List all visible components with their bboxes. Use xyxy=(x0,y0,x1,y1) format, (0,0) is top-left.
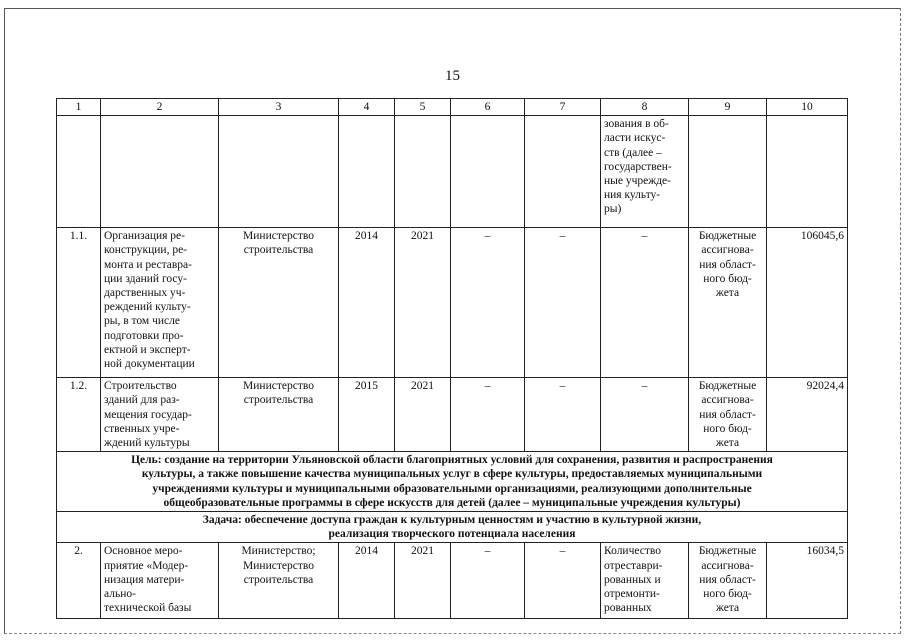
measure-name: Основное меро- приятие «Модер- низация матери- ально- технической базы xyxy=(101,543,219,619)
page-number: 15 xyxy=(445,68,460,84)
measure-name: Организация ре- конструкции, ре- монта и реставра- ции зданий госу- дарственных уч- реждений культу- ры, в том числе подготовки про- ектной и эксперт- ной документации xyxy=(101,228,219,378)
header-cell: 2 xyxy=(101,99,219,116)
goal-text: Цель: создание на территории Ульяновской области благоприятных условий для сохранения, развития и распространения культуры, а также повышение качества муниципальных услуг в сфере культуры, предоставляемых муниципальными учреждениями культуры и муниципальными образовательными организациями, реализующими дополнительные общеобразовательные программы в сфере искусств для детей (далее – муниципальные учреждения культуры) xyxy=(57,452,848,512)
indicator-cell: – xyxy=(601,228,689,378)
indicator-cell: зования в об- ласти искус- ств (далее – государствен- ные учрежде- ния культу- ры) xyxy=(601,116,689,228)
row-number: 2. xyxy=(57,543,101,619)
header-cell: 5 xyxy=(395,99,451,116)
funding-amount: 92024,4 xyxy=(767,378,848,452)
header-cell: 10 xyxy=(767,99,848,116)
end-year: 2021 xyxy=(395,378,451,452)
end-year: 2021 xyxy=(395,543,451,619)
row-number: 1.2. xyxy=(57,378,101,452)
funding-amount: 106045,6 xyxy=(767,228,848,378)
measure-name: Строительство зданий для раз- мещения государ- ственных учре- ждений культуры xyxy=(101,378,219,452)
goal-row xyxy=(57,452,848,512)
page-border xyxy=(4,8,5,634)
funding-source: Бюджетные ассигнова- ния област- ного бюд- жета xyxy=(689,378,767,452)
col7-cell: – xyxy=(525,228,601,378)
table-row xyxy=(57,116,848,228)
table-row xyxy=(57,378,848,452)
funding-amount: 16034,5 xyxy=(767,543,848,619)
header-cell: 4 xyxy=(339,99,395,116)
col7-cell: – xyxy=(525,543,601,619)
start-year: 2014 xyxy=(339,228,395,378)
header-cell: 3 xyxy=(219,99,339,116)
col6-cell: – xyxy=(451,228,525,378)
task-text: Задача: обеспечение доступа граждан к культурным ценностям и участию в культурной жизни, реализация творческого потенциала населения xyxy=(57,512,848,543)
header-row xyxy=(57,99,848,116)
page-border xyxy=(900,8,901,634)
header-cell: 8 xyxy=(601,99,689,116)
table-row xyxy=(57,543,848,619)
start-year: 2014 xyxy=(339,543,395,619)
funding-source: Бюджетные ассигнова- ния област- ного бюд- жета xyxy=(689,543,767,619)
executor-cell: Министерство строительства xyxy=(219,228,339,378)
header-cell: 7 xyxy=(525,99,601,116)
start-year: 2015 xyxy=(339,378,395,452)
executor-cell: Министерство строительства xyxy=(219,378,339,452)
task-row xyxy=(57,512,848,543)
funding-source: Бюджетные ассигнова- ния област- ного бюд- жета xyxy=(689,228,767,378)
indicator-cell: – xyxy=(601,378,689,452)
header-cell: 9 xyxy=(689,99,767,116)
table-row xyxy=(57,228,848,378)
indicator-cell: Количество отреставри- рованных и отремонти- рованных xyxy=(601,543,689,619)
row-number: 1.1. xyxy=(57,228,101,378)
header-cell: 1 xyxy=(57,99,101,116)
col6-cell: – xyxy=(451,543,525,619)
program-table xyxy=(56,98,848,619)
col6-cell: – xyxy=(451,378,525,452)
col7-cell: – xyxy=(525,378,601,452)
page-border xyxy=(4,633,901,634)
executor-cell: Министерство; Министерство строительства xyxy=(219,543,339,619)
end-year: 2021 xyxy=(395,228,451,378)
header-cell: 6 xyxy=(451,99,525,116)
page-border xyxy=(4,8,901,9)
